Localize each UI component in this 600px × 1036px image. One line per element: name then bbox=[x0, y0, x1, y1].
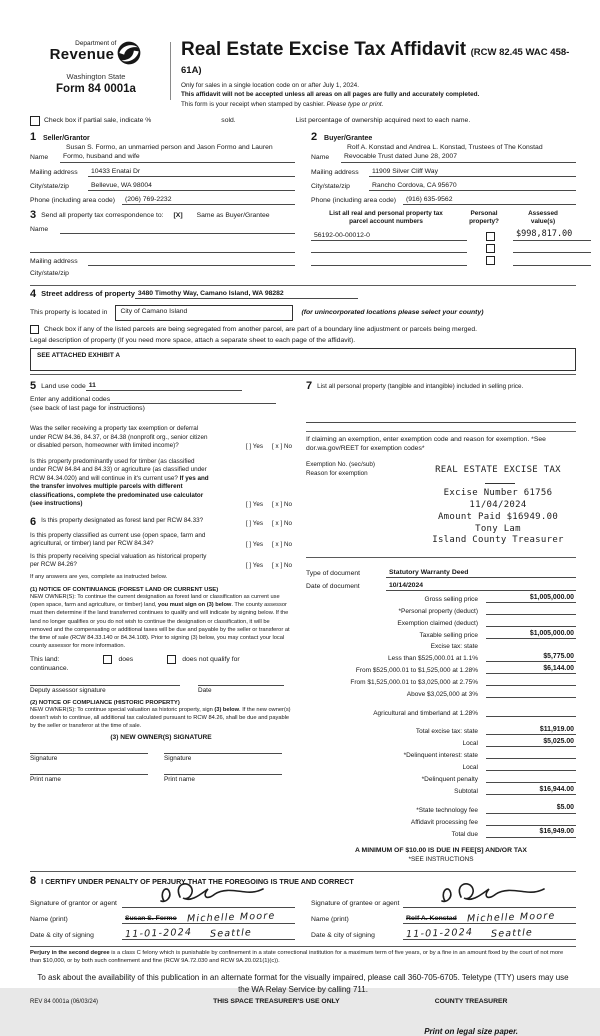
fee-row bbox=[306, 707, 576, 717]
section-1-seller bbox=[30, 132, 295, 205]
fee-row bbox=[306, 606, 576, 616]
land-qualify-row bbox=[30, 655, 292, 664]
question-currentuse bbox=[30, 532, 292, 549]
question-historic bbox=[30, 553, 292, 570]
owner-printname-label-1: Print name bbox=[30, 775, 61, 783]
section-3-send-label: Send all property tax correspondence to: bbox=[41, 212, 164, 220]
legal-description-field[interactable]: SEE ATTACHED EXHIBIT A bbox=[30, 348, 576, 371]
fee-label: Taxable selling price bbox=[419, 632, 478, 640]
grantor-signature-field[interactable] bbox=[122, 893, 295, 908]
section-4-number: 4 bbox=[30, 287, 37, 300]
dor-swirl-icon bbox=[116, 40, 142, 71]
deputy-assessor-row bbox=[30, 685, 292, 694]
question-timber-text: Is this property predominantly used for timber (as classified under RCW 84.84 and 84.33) or agriculture (as classified under RCW 84.34.020) and will continue in it's current use? If yes and the transfer involves multiple parcels with different classifications, complete the predominated use calculator (see instructions) bbox=[30, 457, 209, 508]
buyer-phone-field[interactable]: (916) 635-9562 bbox=[403, 195, 576, 205]
fee-row bbox=[306, 762, 576, 772]
doc-date-label: Date of document bbox=[306, 583, 360, 591]
fee-row bbox=[306, 689, 576, 699]
additional-codes-field[interactable] bbox=[110, 395, 276, 404]
fee-row bbox=[306, 750, 576, 760]
historic-no-option[interactable]: [ x ] No bbox=[272, 561, 292, 569]
answers-yes-note: If any answers are yes, complete as instructed below. bbox=[30, 573, 168, 580]
land-use-field[interactable]: 11 bbox=[86, 381, 242, 391]
buyer-name-label: Name bbox=[311, 154, 330, 162]
fee-label: *Delinquent interest: state bbox=[403, 752, 478, 760]
section-divider bbox=[30, 374, 576, 375]
fee-row bbox=[306, 665, 576, 675]
currentuse-no-option[interactable]: [ x ] No bbox=[272, 540, 292, 548]
section-5-number: 5 bbox=[30, 379, 37, 392]
does-label: does bbox=[118, 655, 134, 663]
personal-property-field[interactable] bbox=[306, 414, 576, 423]
fee-value[interactable]: $5,775.00 bbox=[486, 653, 576, 663]
deputy-date-label: Date bbox=[198, 686, 212, 694]
personal-property-checkbox[interactable] bbox=[486, 256, 495, 265]
grantor-written-name: Michelle Moore bbox=[186, 910, 276, 925]
buyer-city-label: City/state/zip bbox=[311, 182, 350, 190]
section-3-number: 3 bbox=[30, 209, 37, 222]
forest-no-option[interactable]: [ x ] No bbox=[272, 519, 292, 527]
fee-row bbox=[306, 594, 576, 604]
fee-label: Total due bbox=[451, 830, 478, 838]
fee-row bbox=[306, 618, 576, 628]
same-as-label: Same as Buyer/Grantee bbox=[196, 212, 270, 220]
parcel-row bbox=[311, 244, 576, 253]
parcel-number-field[interactable] bbox=[311, 244, 467, 253]
additional-codes-label: Enter any additional codes bbox=[30, 395, 111, 403]
print-legal-note: Print on legal size paper. bbox=[424, 1026, 518, 1036]
dept-of-label: Department of bbox=[75, 40, 117, 47]
seller-mailing-field[interactable]: 10433 Enatai Dr bbox=[88, 167, 295, 177]
legal-description-label: Legal description of property (If you need more space, attach a separate sheet to each page of the affidavit). bbox=[30, 336, 356, 344]
fee-label: From $1,525,000.01 to $3,025,000 at 2.75% bbox=[350, 679, 478, 687]
partial-sale-checkbox[interactable] bbox=[30, 116, 40, 126]
form-header bbox=[30, 40, 576, 109]
does-checkbox[interactable] bbox=[103, 655, 112, 664]
fee-value[interactable] bbox=[486, 707, 576, 717]
personal-property-checkbox[interactable] bbox=[486, 244, 495, 253]
question-exemption-text: Was the seller receiving a property tax exemption or deferral under RCW 84.36, 84.37, or 84.38 (nonprofit org., senior citizen or disabled person, homeowner with limited income)? bbox=[30, 425, 208, 450]
fee-label: Above $3,025,000 at 3% bbox=[406, 691, 478, 699]
fee-value[interactable]: $11,919.00 bbox=[486, 726, 576, 736]
fee-label: Exemption claimed (deduct) bbox=[397, 620, 478, 628]
grantee-printed-name: Rolf A. Konstad bbox=[406, 914, 457, 922]
seller-name-line2: Formo, husband and wife bbox=[63, 153, 140, 161]
footer-row bbox=[30, 998, 576, 1005]
grantee-signature bbox=[437, 879, 547, 909]
owner-signature-field-2[interactable] bbox=[164, 753, 282, 754]
grantor-written-city: Seattle bbox=[209, 927, 253, 940]
segregated-label: Check box if any of the listed parcels are being segregated from another parcel, are part of a boundary line adjustment or parcels being merged. bbox=[44, 325, 477, 333]
grantor-name-field[interactable] bbox=[122, 910, 295, 925]
new-owner-signature-title: (3) NEW OWNER(S) SIGNATURE bbox=[110, 733, 212, 741]
section-2-number: 2 bbox=[311, 130, 318, 143]
deputy-date-field[interactable] bbox=[198, 685, 284, 686]
see-back-note: (see back of last page for instructions) bbox=[30, 404, 145, 412]
section-8-certification bbox=[30, 871, 576, 940]
section-2-buyer bbox=[311, 132, 576, 205]
parcel-number-field[interactable] bbox=[311, 257, 467, 266]
segregated-checkbox[interactable] bbox=[30, 325, 39, 334]
grantee-date-field[interactable] bbox=[403, 926, 576, 941]
grantee-signature-field[interactable] bbox=[403, 893, 576, 908]
header-note-3: This form is your receipt when stamped by cashier. Please type or print. bbox=[181, 100, 384, 108]
fee-row bbox=[306, 642, 576, 651]
doc-type-row bbox=[306, 568, 576, 578]
seller-city-field[interactable]: Bellevue, WA 98004 bbox=[88, 181, 295, 191]
owner-printname-field-2[interactable] bbox=[164, 774, 282, 775]
timber-no-option[interactable]: [ x ] No bbox=[272, 500, 292, 508]
corr-name-field[interactable] bbox=[60, 225, 295, 234]
fee-row bbox=[306, 786, 576, 796]
grantor-written-date: 11-01-2024 bbox=[124, 926, 193, 941]
assessed-value-field[interactable]: $998,817.00 bbox=[513, 229, 591, 241]
owner-signature-row bbox=[30, 753, 292, 762]
buyer-name-line2: Revocable Trust dated June 28, 2007 bbox=[344, 153, 457, 161]
form-title: Real Estate Excise Tax Affidavit bbox=[181, 39, 467, 60]
fee-row bbox=[306, 828, 576, 838]
header-divider bbox=[170, 42, 171, 100]
section-1-title: Seller/Grantor bbox=[43, 134, 90, 142]
personal-property-intro: List all personal property (tangible and intangible) included in selling price. bbox=[317, 383, 524, 391]
stamp-line-2: Excise Number 61756 bbox=[443, 488, 553, 499]
form-number: Form 84 0001a bbox=[56, 83, 136, 95]
owner-signature-label-1: Signature bbox=[30, 754, 58, 762]
parcel-row bbox=[311, 229, 576, 241]
buyer-name-field[interactable] bbox=[341, 152, 576, 162]
fee-value[interactable]: $16,944.00 bbox=[486, 786, 576, 796]
question-exemption bbox=[30, 425, 292, 451]
grantor-signature bbox=[156, 879, 266, 909]
section-6-number: 6 bbox=[30, 515, 37, 528]
located-in-note: (for unincorporated locations please select your county) bbox=[301, 309, 484, 317]
grantee-date-label: Date & city of signing bbox=[311, 931, 375, 939]
doc-date-row bbox=[306, 581, 576, 591]
fee-row bbox=[306, 726, 576, 736]
question-historic-text: Is this property receiving special valuation as historical property per RCW 84.26? bbox=[30, 552, 207, 569]
continuance-label: continuance. bbox=[30, 664, 69, 672]
doc-type-label: Type of document bbox=[306, 569, 361, 577]
grantee-name-label: Name (print) bbox=[311, 915, 349, 923]
fee-label: Total excise tax: state bbox=[415, 728, 478, 736]
stamp-line-6: Island County Treasurer bbox=[432, 535, 564, 546]
header-note-2: This affidavit will not be accepted unless all areas on all pages are fully and accurately completed. bbox=[181, 91, 480, 99]
street-address-label: Street address of property bbox=[41, 289, 135, 299]
notice-compliance-body: NEW OWNER(S): To continue special valuation as historic property, sign (3) below. If the new owner(s) doesn't wish to continue, all additional tax calculated pursuant to RCW 84.26, shall be due and payable by the seller or transferor at the time of sale. bbox=[30, 706, 291, 730]
treasurer-stamp bbox=[420, 465, 576, 547]
grantor-date-label: Date & city of signing bbox=[30, 931, 94, 939]
fee-value[interactable]: $16,949.00 bbox=[486, 828, 576, 838]
washington-state-label: Washington State bbox=[66, 72, 126, 81]
minimum-due-note: A MINIMUM OF $10.00 IS DUE IN FEE[S] AND/OR TAX bbox=[355, 846, 527, 854]
parcel-table bbox=[311, 210, 576, 279]
partial-sale-label: Check box if partial sale, indicate % bbox=[44, 117, 152, 125]
section-1-number: 1 bbox=[30, 130, 37, 143]
fee-row bbox=[306, 677, 576, 687]
exemption-yes-option[interactable]: [ ] Yes bbox=[245, 442, 264, 450]
buyer-mailing-field[interactable]: 11909 Silver Cliff Way bbox=[369, 167, 576, 177]
fee-value[interactable] bbox=[486, 762, 576, 772]
fee-value[interactable] bbox=[486, 689, 576, 699]
personal-property-checkbox[interactable] bbox=[486, 232, 495, 241]
fee-label: *State technology fee bbox=[416, 806, 478, 814]
exemption-no-option[interactable]: [ x ] No bbox=[272, 442, 292, 450]
grantee-sig-label: Signature of grantee or agent bbox=[311, 899, 400, 907]
assessed-value-field[interactable] bbox=[513, 257, 591, 266]
stamp-line-4: Amount Paid $16949.00 bbox=[437, 511, 559, 522]
section-3-correspondence bbox=[30, 210, 295, 279]
fee-label: *Personal property (deduct) bbox=[398, 608, 478, 616]
owner-printname-row bbox=[30, 774, 292, 783]
fee-row bbox=[306, 816, 576, 826]
corr-blank-field[interactable] bbox=[30, 244, 295, 253]
question-timber bbox=[30, 458, 292, 509]
section-divider bbox=[306, 557, 576, 558]
located-in-field[interactable]: City of Camano Island bbox=[115, 305, 293, 321]
owner-printname-field-1[interactable] bbox=[30, 774, 148, 775]
parcel-number-field[interactable]: 56192-00-00012-0 bbox=[311, 231, 467, 241]
grantor-name-label: Name (print) bbox=[30, 915, 68, 923]
does-not-label: does not qualify for bbox=[182, 655, 240, 663]
buyer-city-field[interactable]: Rancho Cordova, CA 95670 bbox=[369, 181, 576, 191]
fee-value[interactable] bbox=[486, 750, 576, 760]
grantor-sig-label: Signature of grantor or agent bbox=[30, 899, 117, 907]
buyer-mailing-label: Mailing address bbox=[311, 168, 359, 176]
located-in-label: This property is located in bbox=[30, 309, 108, 317]
fee-label: Local bbox=[462, 764, 478, 772]
question-forest-text: Is this property designated as forest land per RCW 84.33? bbox=[41, 516, 204, 524]
fee-label: Subtotal bbox=[454, 788, 478, 796]
seller-phone-field[interactable]: (206) 769-2232 bbox=[122, 195, 295, 205]
fee-label: Excise tax: state bbox=[430, 643, 478, 651]
owner-signature-label-2: Signature bbox=[164, 754, 192, 762]
fee-label: Local bbox=[462, 740, 478, 748]
corr-name-label: Name bbox=[30, 226, 49, 234]
seller-phone-label: Phone (including area code) bbox=[30, 196, 116, 204]
deputy-signature-label: Deputy assessor signature bbox=[30, 686, 106, 694]
doc-type-field[interactable]: Statutory Warranty Deed bbox=[386, 568, 576, 578]
fee-value[interactable]: $1,005,000.00 bbox=[486, 594, 576, 604]
section-7-personal-property bbox=[306, 381, 576, 392]
see-instructions-note: *SEE INSTRUCTIONS bbox=[408, 855, 474, 863]
fee-label: Gross selling price bbox=[424, 596, 478, 604]
parcel-row bbox=[311, 256, 576, 265]
header-note-1: Only for sales in a single location code on or after July 1, 2024. bbox=[181, 82, 359, 89]
street-address-field[interactable]: 3480 Timothy Way, Camano Island, WA 98282 bbox=[135, 289, 359, 299]
fee-value[interactable]: $5.00 bbox=[486, 804, 576, 814]
notice-continuance-title: (1) NOTICE OF CONTINUANCE (FOREST LAND OR CURRENT USE) bbox=[30, 586, 219, 593]
fee-value[interactable] bbox=[486, 606, 576, 616]
section-4-property bbox=[30, 289, 576, 371]
doc-date-field[interactable]: 10/14/2024 bbox=[386, 581, 576, 591]
notice-continuance-body: NEW OWNER(S): To continue the current designation as forest land or classification as current use (open space, farm and agriculture, or timber) land, you must sign on (3) below. The county assessor must then determine if the land transferred continues to qualify and will indicate by signing below. If the land no longer qualifies or you do not wish to continue the designation or classification, it will be removed and the compensating or additional taxes will be due and payable by the seller or transferor at the time of sale (RCW 84.33.140 or 84.34.108). Prior to signing (3) below, you may contact your local county assessor for more information. bbox=[30, 593, 290, 650]
county-treasurer-label: COUNTY TREASURER bbox=[434, 997, 508, 1005]
timber-yes-option[interactable]: [ ] Yes bbox=[245, 500, 264, 508]
owner-printname-label-2: Print name bbox=[164, 775, 195, 783]
fee-row bbox=[306, 738, 576, 748]
certify-statement: I CERTIFY UNDER PENALTY OF PERJURY THAT THE FOREGOING IS TRUE AND CORRECT bbox=[41, 876, 354, 886]
grantor-printed-name: Susan S. Formo bbox=[125, 914, 177, 922]
revenue-wordmark: Revenue bbox=[49, 46, 115, 63]
corr-city-label: City/state/zip bbox=[30, 270, 69, 278]
stamp-rule bbox=[485, 483, 515, 484]
stamp-line-5: Tony Lam bbox=[475, 523, 521, 534]
forest-yes-option[interactable]: [ ] Yes bbox=[245, 519, 264, 527]
owner-signature-field-1[interactable] bbox=[30, 753, 148, 754]
fee-value[interactable] bbox=[486, 774, 576, 784]
exemption-no-label: Exemption No. (sec/sub) bbox=[306, 461, 375, 469]
treasurer-use-label: THIS SPACE TREASURER'S USE ONLY bbox=[213, 997, 340, 1005]
dor-logo-block bbox=[30, 40, 162, 95]
partial-sale-row bbox=[30, 116, 576, 126]
seller-mailing-label: Mailing address bbox=[30, 168, 78, 176]
fee-value[interactable] bbox=[486, 618, 576, 628]
does-not-checkbox[interactable] bbox=[167, 655, 176, 664]
fee-value[interactable] bbox=[486, 816, 576, 826]
fee-row bbox=[306, 630, 576, 640]
fee-value[interactable] bbox=[486, 677, 576, 687]
seller-name-field[interactable] bbox=[60, 152, 295, 162]
fee-label: Agricultural and timberland at 1.28% bbox=[373, 709, 478, 717]
seller-name-label: Name bbox=[30, 154, 49, 162]
stamp-line-3: 11/04/2024 bbox=[469, 500, 527, 511]
same-as-checkbox[interactable]: [X] bbox=[173, 212, 183, 220]
fee-value bbox=[486, 642, 576, 651]
reason-exemption-label: Reason for exemption bbox=[306, 469, 368, 477]
exemption-claim-note: If claiming an exemption, enter exemption code and reason for exemption. *See dor.wa.gov/REET for exemption codes* bbox=[306, 431, 576, 453]
notice-compliance-title: (2) NOTICE OF COMPLIANCE (HISTORIC PROPERTY) bbox=[30, 699, 180, 706]
corr-mailing-label: Mailing address bbox=[30, 258, 78, 266]
fee-row bbox=[306, 804, 576, 814]
buyer-phone-label: Phone (including area code) bbox=[311, 196, 397, 204]
corr-mailing-field[interactable] bbox=[88, 257, 295, 266]
fee-label: Less than $525,000.01 at 1.1% bbox=[388, 655, 478, 663]
assessed-value-field[interactable] bbox=[513, 244, 591, 253]
grantee-name-field[interactable] bbox=[403, 910, 576, 925]
perjury-notice: Perjury in the second degree is a class C felony which is punishable by confinement in a state correctional institution for a maximum term of five years, or by a fine in an amount fixed by the court of not more than $10,000, or by both such confinement and fine (RCW 9A.72.030 and RCW 9A.20.021(1)(c)). bbox=[30, 946, 576, 965]
ownership-note: List percentage of ownership acquired next to each name. bbox=[295, 117, 471, 125]
grantee-signing-block bbox=[311, 893, 576, 940]
grantee-written-name: Michelle Moore bbox=[466, 910, 556, 925]
fee-label: Affidavit processing fee bbox=[410, 818, 478, 826]
rev-number: REV 84 0001a (06/03/24) bbox=[30, 998, 99, 1005]
section-5-landuse bbox=[30, 381, 292, 392]
fee-label: *Delinquent penalty bbox=[421, 776, 478, 784]
seller-city-label: City/state/zip bbox=[30, 182, 69, 190]
section-8-number: 8 bbox=[30, 874, 37, 887]
grantor-date-field[interactable] bbox=[122, 926, 295, 941]
historic-yes-option[interactable]: [ ] Yes bbox=[245, 561, 264, 569]
parcel-header: List all real and personal property tax parcel account numbers bbox=[329, 210, 443, 225]
fee-row bbox=[306, 653, 576, 663]
question-currentuse-text: Is this property classified as current use (open space, farm and agricultural, or timber) land per RCW 84.34? bbox=[30, 531, 206, 548]
currentuse-yes-option[interactable]: [ ] Yes bbox=[245, 540, 264, 548]
section-7-number: 7 bbox=[306, 379, 313, 392]
alternate-format-note: To ask about the availability of this publication in an alternate format for the visually impaired, please call 360-705-6705. Teletype (TTY) users may use the WA Relay Service by calling 711. bbox=[37, 973, 569, 994]
partial-sale-sold: sold. bbox=[221, 117, 236, 125]
fee-value[interactable]: $6,144.00 bbox=[486, 665, 576, 675]
fee-value[interactable]: $1,005,000.00 bbox=[486, 630, 576, 640]
section-divider bbox=[30, 285, 576, 286]
land-use-label: Land use code bbox=[41, 382, 86, 390]
grantor-signing-block bbox=[30, 893, 295, 940]
this-land-label: This land: bbox=[30, 655, 60, 663]
fee-value[interactable]: $5,025.00 bbox=[486, 738, 576, 748]
stamp-line-1: REAL ESTATE EXCISE TAX bbox=[420, 465, 576, 488]
question-forest bbox=[30, 517, 292, 528]
form-title-ref: (RCW 82.45 WAC 458-61A) bbox=[181, 47, 570, 76]
exemption-stamp-block bbox=[306, 461, 576, 547]
seller-name-line1: Susan S. Formo, an unmarried person and Jason Formo and Lauren bbox=[66, 144, 273, 152]
fee-label: From $525,000.01 to $1,525,000 at 1.28% bbox=[355, 667, 478, 675]
grantee-written-date: 11-01-2024 bbox=[405, 926, 474, 941]
section-2-title: Buyer/Grantee bbox=[324, 134, 373, 142]
personal-property-header: Personal property? bbox=[469, 210, 499, 225]
deputy-signature-field[interactable] bbox=[30, 685, 180, 686]
buyer-name-line1: Rolf A. Konstad and Andrea L. Konstad, Trustees of The Konstad bbox=[347, 144, 543, 152]
grantee-written-city: Seattle bbox=[490, 927, 534, 940]
fee-row bbox=[306, 774, 576, 784]
assessed-value-header: Assessed value(s) bbox=[528, 210, 558, 225]
